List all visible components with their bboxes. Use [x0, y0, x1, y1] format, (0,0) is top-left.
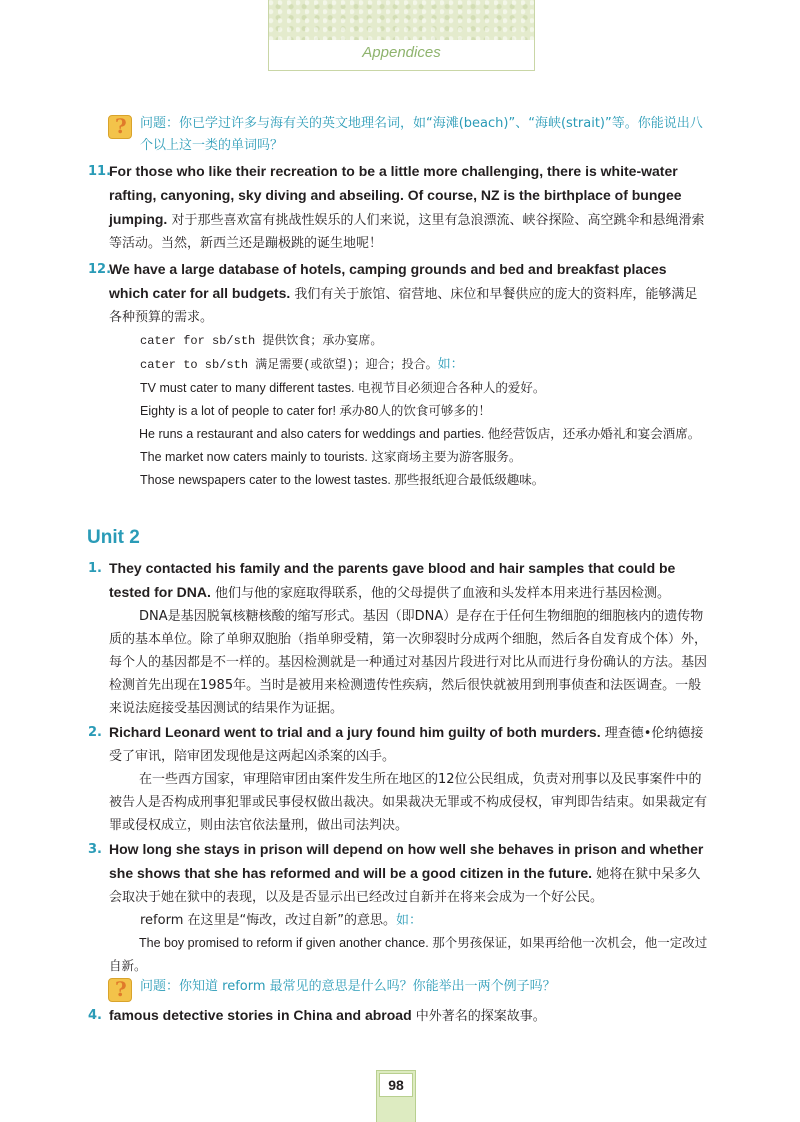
item-number: 1.: [88, 561, 102, 576]
example-sentence: The boy promised to reform if given another chance. 那个男孩保证，如果再给他一次机会，他一定改过自新。: [109, 936, 708, 973]
note-item-2: [88, 721, 708, 837]
question-box: [108, 976, 708, 1001]
example-sentence: He runs a restaurant and also caters for weddings and parties. 他经营饭店，还承办婚礼和宴会酒席。: [139, 427, 701, 441]
english-sentence: We have a large database of hotels, camping grounds and bed and breakfast places which cater for all budgets.: [109, 261, 667, 301]
english-sentence: Richard Leonard went to trial and a jury found him guilty of both murders.: [109, 724, 601, 740]
example-sentence: The market now caters mainly to tourists. 这家商场主要为游客服务。: [140, 450, 522, 464]
item-number: 4.: [88, 1008, 102, 1023]
item-number: 2.: [88, 725, 102, 740]
chinese-translation: 我们有关于旅馆、宿营地、床位和早餐供应的庞大的资料库，能够满足各种预算的需求。: [109, 287, 698, 325]
item-number: 11.: [88, 164, 112, 179]
chinese-translation: 中外著名的探案故事。: [415, 1009, 546, 1024]
usage-line: reform 在这里是“悔改，改过自新”的意思。: [140, 913, 396, 928]
english-sentence: They contacted his family and the parents gave blood and hair samples that could be tested for DNA.: [109, 560, 676, 600]
question-icon: ?: [108, 978, 132, 1002]
item-number: 12.: [88, 262, 112, 277]
chinese-translation: 对于那些喜欢富有挑战性娱乐的人们来说，这里有急浪漂流、峡谷探险、高空跳伞和悬绳滑索等活动。当然，新西兰还是蹦极跳的诞生地呢！: [109, 213, 705, 251]
example-sentence: Those newspapers cater to the lowest tastes. 那些报纸迎合最低级趣味。: [140, 473, 545, 487]
chinese-translation: 她将在狱中呆多久会取决于她在狱中的表现，以及是否显示出已经改过自新并在将来会成为一个好公民。: [109, 867, 701, 905]
header-banner: [268, 0, 535, 71]
question-icon: ?: [108, 115, 132, 139]
header-texture: [269, 0, 534, 40]
chinese-translation: 理查德•伦纳德接受了审讯，陪审团发现他是这两起凶杀案的凶手。: [109, 726, 704, 764]
page-number: 98: [379, 1073, 413, 1097]
explanation-paragraph: 在一些西方国家，审理陪审团由案件发生所在地区的12位公民组成，负责对刑事以及民事案件中的被告人是否构成刑事犯罪或民事侵权做出裁决。如果裁决无罪或不构成侵权，审判即告结束。如果裁定有罪或侵权成立，则由法官依法量刑，做出司法判决。: [109, 772, 708, 833]
note-item-11: [88, 160, 708, 255]
note-item-1: [88, 557, 708, 720]
example-tag: 如：: [395, 913, 422, 928]
english-sentence: How long she stays in prison will depend on how well she behaves in prison and whether she shows that she has reformed and will be a good citizen in the future.: [109, 841, 704, 881]
note-item-4: [88, 1004, 708, 1028]
english-sentence: For those who like their recreation to be a little more challenging, there is white-water rafting, canyoning, sky diving and abseiling. Of course, NZ is the birthplace of bungee jumping.: [109, 163, 682, 227]
question-text: 问题：你已学过许多与海有关的英文地理名词，如“海滩(beach)”、“海峡(strait)”等。你能说出八个以上这一类的单词吗？: [140, 116, 703, 153]
example-tag: 如：: [437, 357, 464, 372]
page-number-tab: [376, 1070, 416, 1122]
example-sentence: TV must cater to many different tastes. 电视节目必须迎合各种人的爱好。: [140, 381, 546, 395]
item-number: 3.: [88, 842, 102, 857]
example-sentence: Eighty is a lot of people to cater for! 承办80人的饮食可够多的！: [140, 404, 491, 418]
english-sentence: famous detective stories in China and abroad: [109, 1007, 412, 1023]
note-item-12: [88, 258, 708, 492]
note-item-3: [88, 838, 708, 978]
usage-line: cater for sb/sth 提供饮食；承办宴席。: [140, 334, 383, 348]
question-text: 问题：你知道 reform 最常见的意思是什么吗？你能举出一两个例子吗？: [140, 979, 556, 994]
explanation-paragraph: DNA是基因脱氧核糖核酸的缩写形式。基因（即DNA）是存在于任何生物细胞的细胞核内的遗传物质的基本单位。除了单卵双胞胎（指单卵受精，第一次卵裂时分成两个细胞，然后各自发育成个体）外，每个人的基因都是不一样的。基因检测就是一种通过对基因片段进行对比从而进行身份确认的方法。基因检测首先出现在1985年。当时是被用来检测遗传性疾病，然后很快就被用到刑事侦查和法医调查。一般来说法庭接受基因测试的结果作为证据。: [109, 609, 708, 716]
unit-title: Unit 2: [87, 527, 140, 548]
usage-line: cater to sb/sth 满足需要(或欲望)；迎合；投合。: [140, 358, 438, 372]
question-box: [108, 113, 708, 157]
chinese-translation: 他们与他的家庭取得联系，他的父母提供了血液和头发样本用来进行基因检测。: [215, 586, 671, 601]
header-title: Appendices: [362, 44, 441, 61]
